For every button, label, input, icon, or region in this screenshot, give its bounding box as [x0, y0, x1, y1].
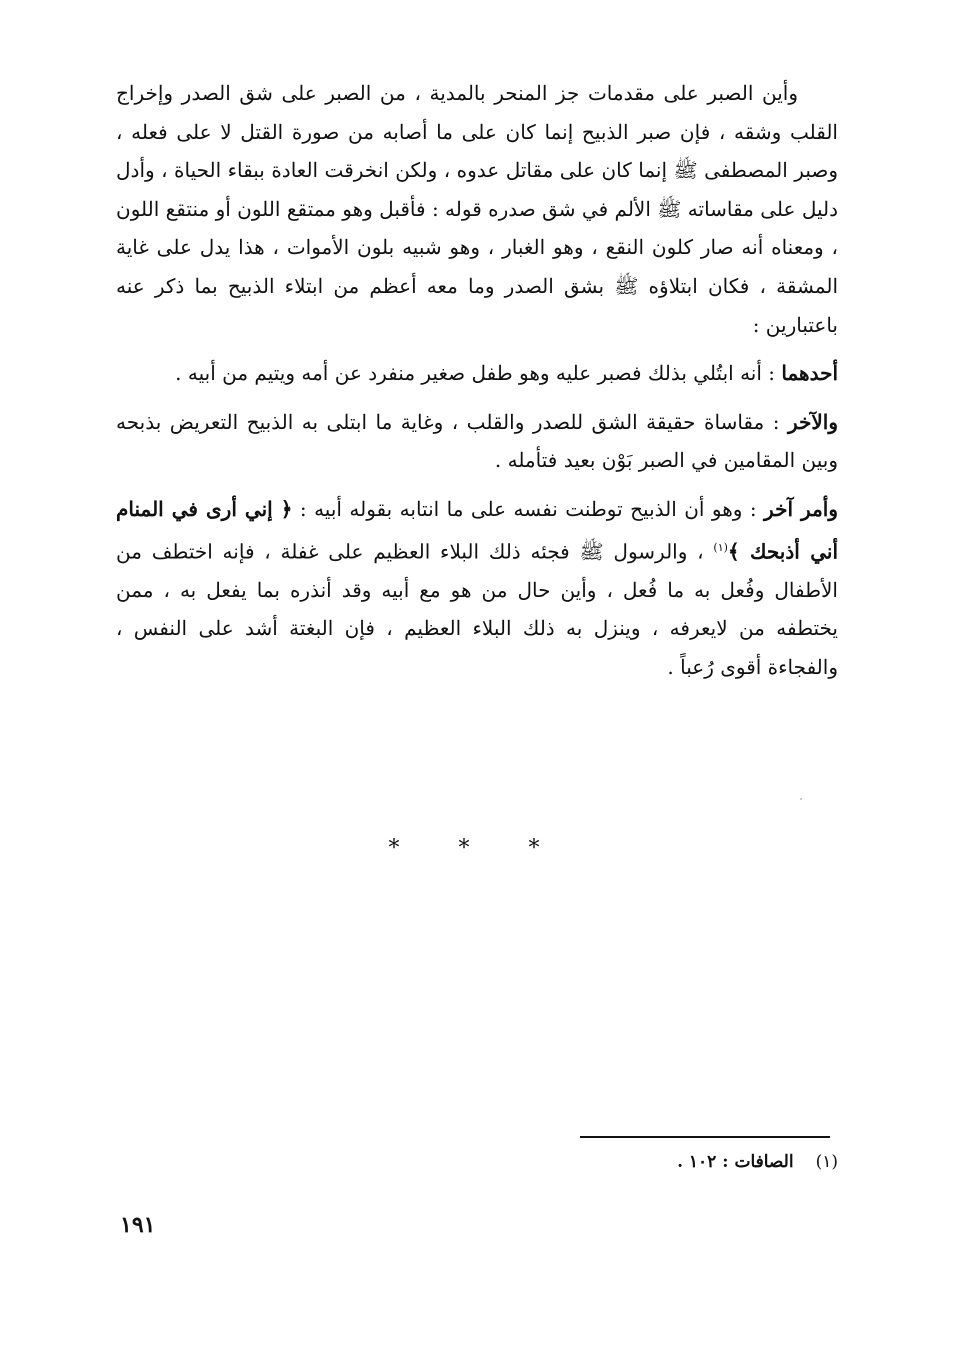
quran-quote: ﴿ إني أرى في المنام أني أذبحك ﴾	[116, 496, 838, 564]
footnote-text: الصافات : ١٠٢ .	[677, 1152, 794, 1172]
section-separator: * * *	[388, 836, 566, 861]
footnote-reference[interactable]: (١)	[713, 540, 728, 554]
footnote	[677, 1152, 838, 1172]
paragraph-2-lead: أحدهما	[781, 361, 838, 386]
paragraph-1: وأين الصبر على مقدمات جز المنحر بالمدية ، من الصبر على شق الصدر وإخراج القلب وشقه ، فإن صبر الذبيح إنما كان على ما أصابه من صورة القتل لا على فعله ، وصبر المصطفى ﷺ إنما كان على مقاتل عدوه ، ولكن انخرقت العادة ببقاء الحياة ، وأدل دليل على مقاساته ﷺ الألم في شق صدره قوله : فأقبل وهو ممتقع اللون أو منتقع اللون ، ومعناه أنه صار كلون النقع ، وهو الغبار ، وهو شبيه بلون الأموات ، هذا يدل على غاية المشقة ، فكان ابتلاؤه ﷺ بشق الصدر وما معه أعظم من ابتلاء الذبيح بما ذكر عنه باعتبارين :	[116, 81, 838, 337]
paragraph-2	[116, 354, 838, 393]
paragraph-3-lead: والآخر	[787, 409, 838, 434]
paragraph-2-text: : أنه ابتُلي بذلك فصبر عليه وهو طفل صغير منفرد عن أمه ويتيم من أبيه .	[175, 361, 782, 386]
paragraph-4-lead: وأمر آخر	[764, 496, 839, 521]
scan-speck	[800, 798, 802, 800]
page-number: ١٩١	[120, 1212, 156, 1238]
footnote-number: (١)	[815, 1152, 838, 1172]
paragraph-3	[116, 403, 838, 480]
paragraph-4-text-2: ، والرسول ﷺ فجئه ذلك البلاء العظيم على غفلة ، فإنه اختطف من الأطفال وفُعل به ما فُعل ، وأين حال من هو مع أبيه وقد أنذره بما يفعل به ، ممن يختطفه من لايعرفه ، وينزل به ذلك البلاء العظيم ، فإن البغتة أشد على النفس ، والفجاءة أقوى رُعباً .	[116, 539, 838, 679]
paragraph-4	[116, 490, 838, 687]
page-body	[116, 74, 838, 687]
paragraph-3-text: : مقاساة حقيقة الشق للصدر والقلب ، وغاية ما ابتلى به الذبيح التعريض بذبحه وبين المقامين في الصبر بَوْن بعيد فتأمله .	[116, 409, 838, 473]
footnote-divider	[580, 1136, 830, 1138]
paragraph-4-text-1: : وهو أن الذبيح توطنت نفسه على ما انتابه بقوله أبيه :	[292, 496, 765, 521]
